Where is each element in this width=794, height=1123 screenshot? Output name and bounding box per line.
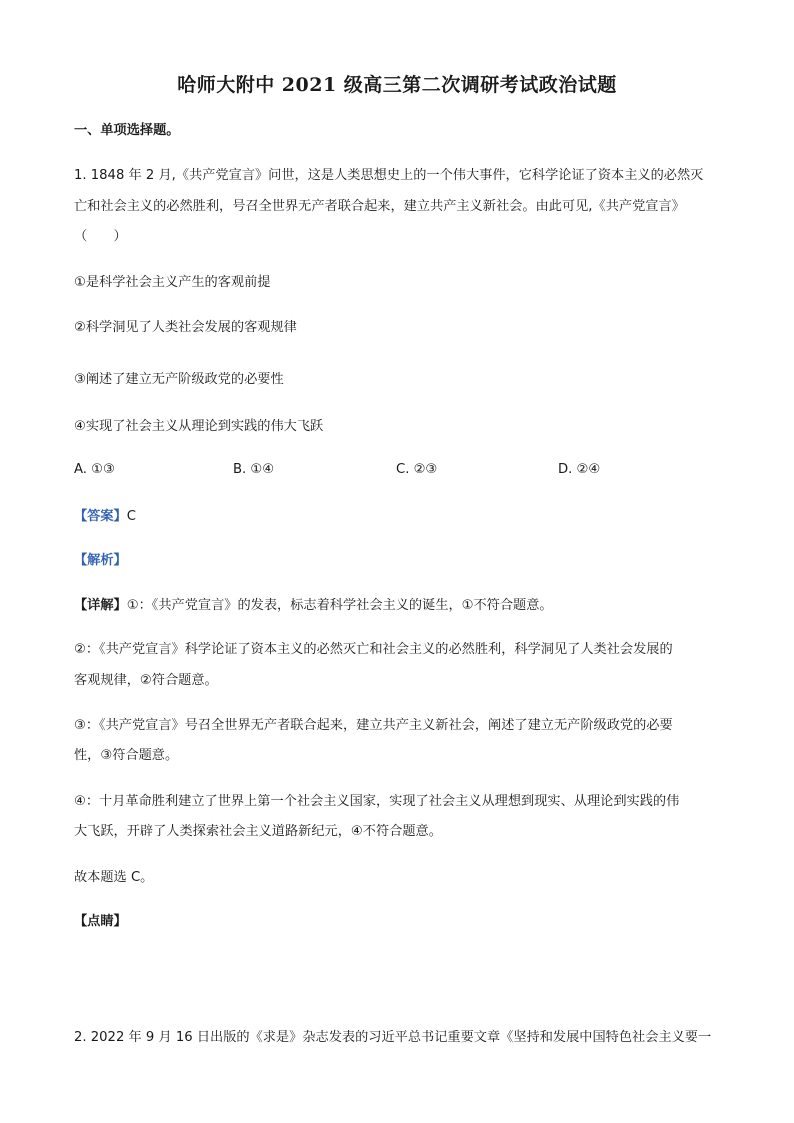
comment-tag: 【点睛】: [74, 914, 127, 929]
detail-4-line-2: 大飞跃，开辟了人类探索社会主义道路新纪元，④不符合题意。: [74, 824, 442, 839]
answer-value: C: [126, 509, 136, 524]
question-1-option-4: ④实现了社会主义从理论到实践的伟大飞跃: [74, 419, 324, 434]
question-1-option-2: ②科学洞见了人类社会发展的客观规律: [74, 320, 297, 335]
detail-4-line-1: ④：十月革命胜利建立了世界上第一个社会主义国家，实现了社会主义从理想到现实、从理论到实践的伟: [74, 794, 680, 809]
section-heading: 一、单项选择题。: [74, 123, 180, 138]
question-1-blank: （ ）: [74, 229, 127, 244]
detail-3-line-1: ③：《共产党宣言》号召全世界无产者联合起来，建立共产主义新社会，阐述了建立无产阶级政党的必要: [74, 718, 673, 733]
detail-tag: 【详解】: [74, 598, 127, 613]
question-1-stem-line-2: 亡和社会主义的必然胜利，号召全世界无产者联合起来，建立共产主义新社会。由此可见,《共产党宣言》: [74, 199, 685, 214]
question-1-stem-line-1: 1. 1848 年 2 月,《共产党宣言》问世，这是人类思想史上的一个伟大事件，它科学论证了资本主义的必然灭: [74, 168, 704, 183]
detail-row-1: [74, 596, 553, 616]
page-title: 哈师大附中 2021 级高三第二次调研考试政治试题: [177, 74, 617, 96]
detail-2-line-2: 客观规律，②符合题意。: [74, 673, 218, 688]
choice-d: D. ②④: [558, 462, 601, 477]
conclusion: 故本题选 C。: [74, 870, 154, 885]
choice-c: C. ②③: [396, 462, 438, 477]
analysis-tag: 【解析】: [74, 553, 127, 568]
question-1-option-1: ①是科学社会主义产生的客观前提: [74, 275, 271, 290]
question-2-stem-line-1: 2. 2022 年 9 月 16 日出版的《求是》杂志发表的习近平总书记重要文章《坚持和发展中国特色社会主义要一: [74, 1030, 712, 1045]
answer-row: [74, 507, 136, 527]
detail-2-line-1: ②：《共产党宣言》科学论证了资本主义的必然灭亡和社会主义的必然胜利，科学洞见了人类社会发展的: [74, 642, 673, 657]
choice-a: A. ①③: [74, 462, 115, 477]
question-1-option-3: ③阐述了建立无产阶级政党的必要性: [74, 372, 284, 387]
detail-1: ①：《共产党宣言》的发表，标志着科学社会主义的诞生，①不符合题意。: [126, 598, 553, 613]
detail-3-line-2: 性，③符合题意。: [74, 748, 179, 763]
choice-b: B. ①④: [233, 462, 275, 477]
answer-tag: 【答案】: [74, 509, 127, 524]
